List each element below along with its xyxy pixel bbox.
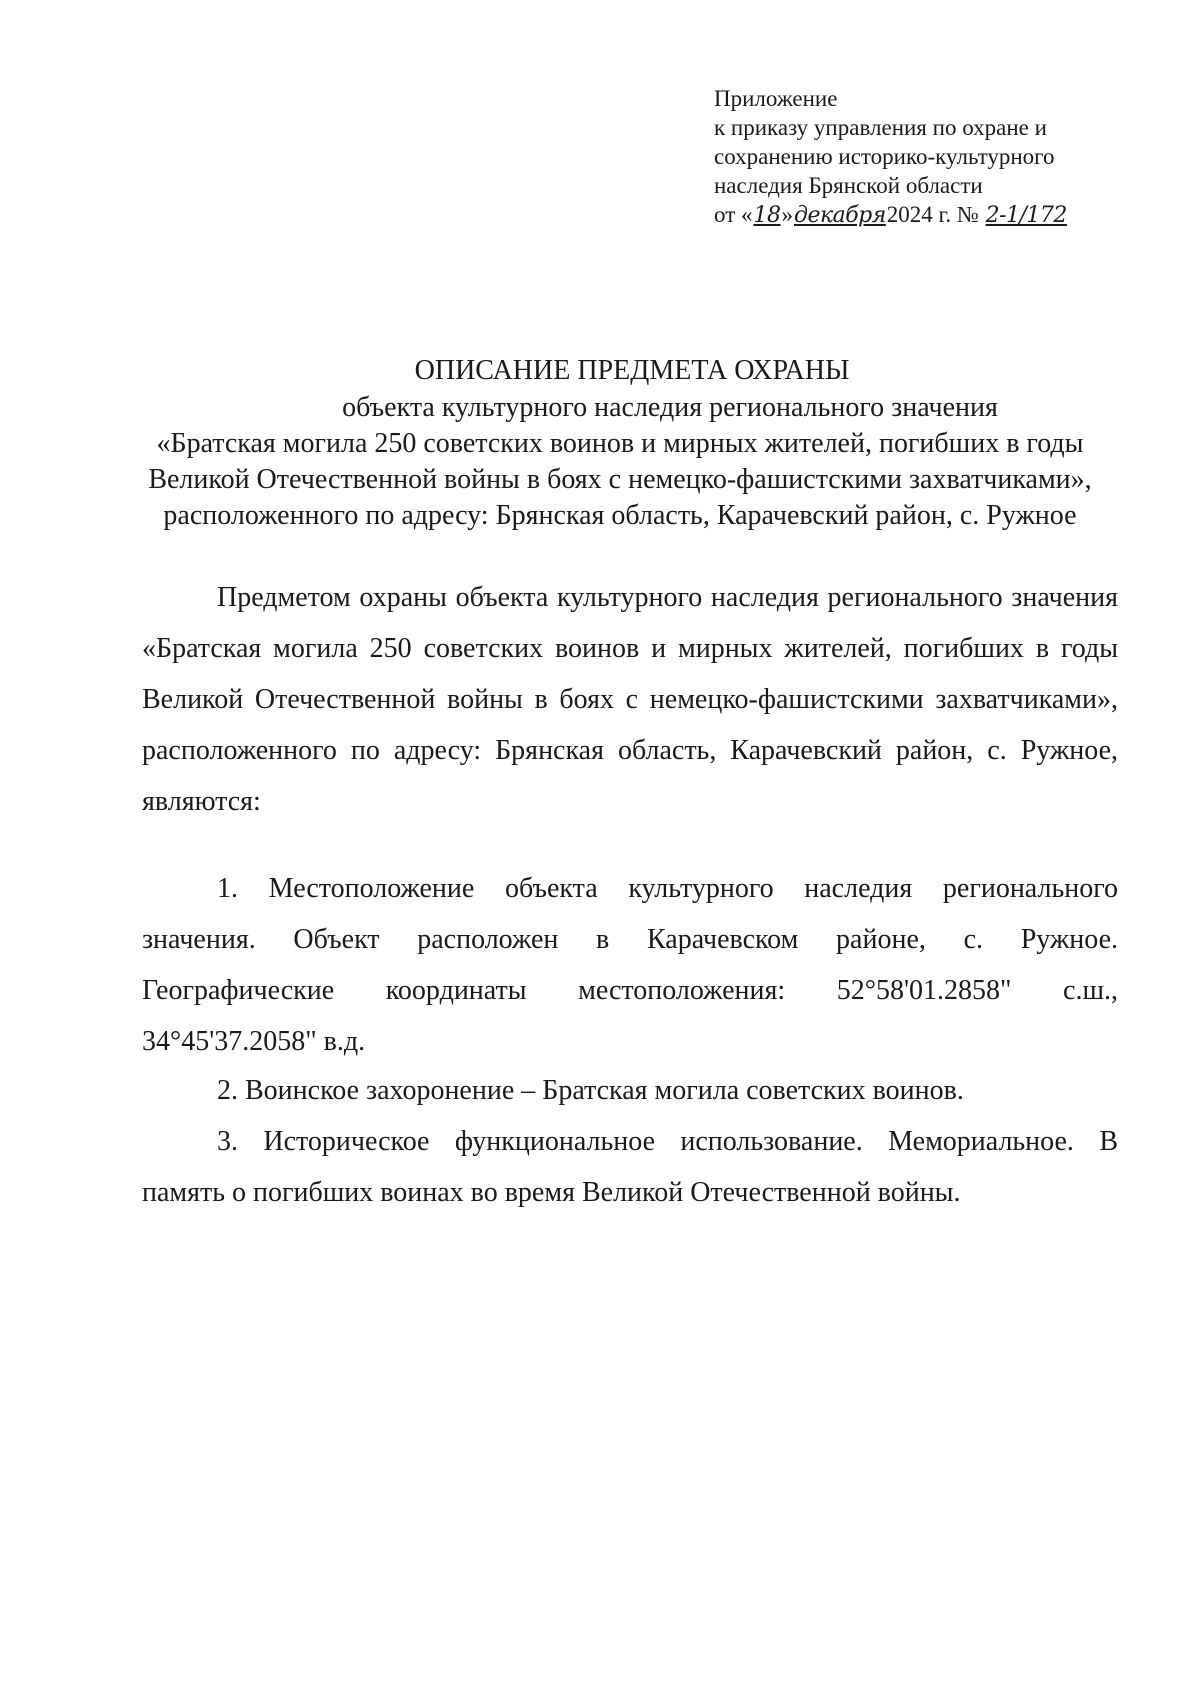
appendix-line: к приказу управления по охране и (714, 115, 1047, 140)
item-3 (142, 1116, 1118, 1218)
handwritten-month: декабря (794, 203, 886, 228)
appendix-line: сохранению историко-культурного (714, 144, 1055, 169)
item-3-line: 3. Историческое функциональное использование. Мемориальное. В (217, 1126, 1118, 1157)
handwritten-day: 18 (753, 203, 781, 228)
appendix-line: Приложение (714, 86, 838, 111)
item-1-line: 1. Местоположение объекта культурного наследия регионального (217, 873, 1118, 904)
date-year: 2024 г. № (886, 202, 979, 227)
item-1-line: Географические координаты местоположения: 52°58'01.2858" с.ш., (142, 975, 1118, 1006)
subtitle-line: объекта культурного наследия регионального значения (342, 392, 998, 423)
date-quote: » (781, 202, 793, 227)
date-prefix: от « (714, 202, 753, 227)
appendix-line: наследия Брянской области (714, 173, 983, 198)
item-1-line: значения. Объект расположен в Карачевском районе, с. Ружное. (142, 924, 1118, 955)
subtitle-line: Великой Отечественной войны в боях с немецко-фашистскими захватчиками», (148, 464, 1092, 495)
item-2: 2. Воинское захоронение – Братская могила советских воинов. (217, 1075, 964, 1106)
subtitle-line: расположенного по адресу: Брянская область, Карачевский район, с. Ружное (163, 500, 1077, 531)
appendix-block (714, 84, 1154, 230)
appendix-date-line (714, 200, 1154, 230)
intro-paragraph: Предметом охраны объекта культурного наследия регионального значения «Братская могила 250 советских воинов и мирных жителей, погибших в годы Великой Отечественной войны в боях с немецко-фашистскими захватчиками», расположенного по адресу: Брянская область, Карачевский район, с. Ружное, являются: (142, 582, 1118, 817)
item-1 (142, 863, 1118, 1067)
handwritten-order-number: 2-1/172 (985, 203, 1067, 228)
item-3-line: память о погибших воинах во время Великой Отечественной войны. (142, 1177, 961, 1208)
document-subtitle (120, 390, 1120, 534)
item-1-line: 34°45'37.2058" в.д. (142, 1026, 366, 1057)
document-title: ОПИСАНИЕ ПРЕДМЕТА ОХРАНЫ (414, 355, 850, 386)
subtitle-line: «Братская могила 250 советских воинов и мирных жителей, погибших в годы (156, 428, 1084, 459)
